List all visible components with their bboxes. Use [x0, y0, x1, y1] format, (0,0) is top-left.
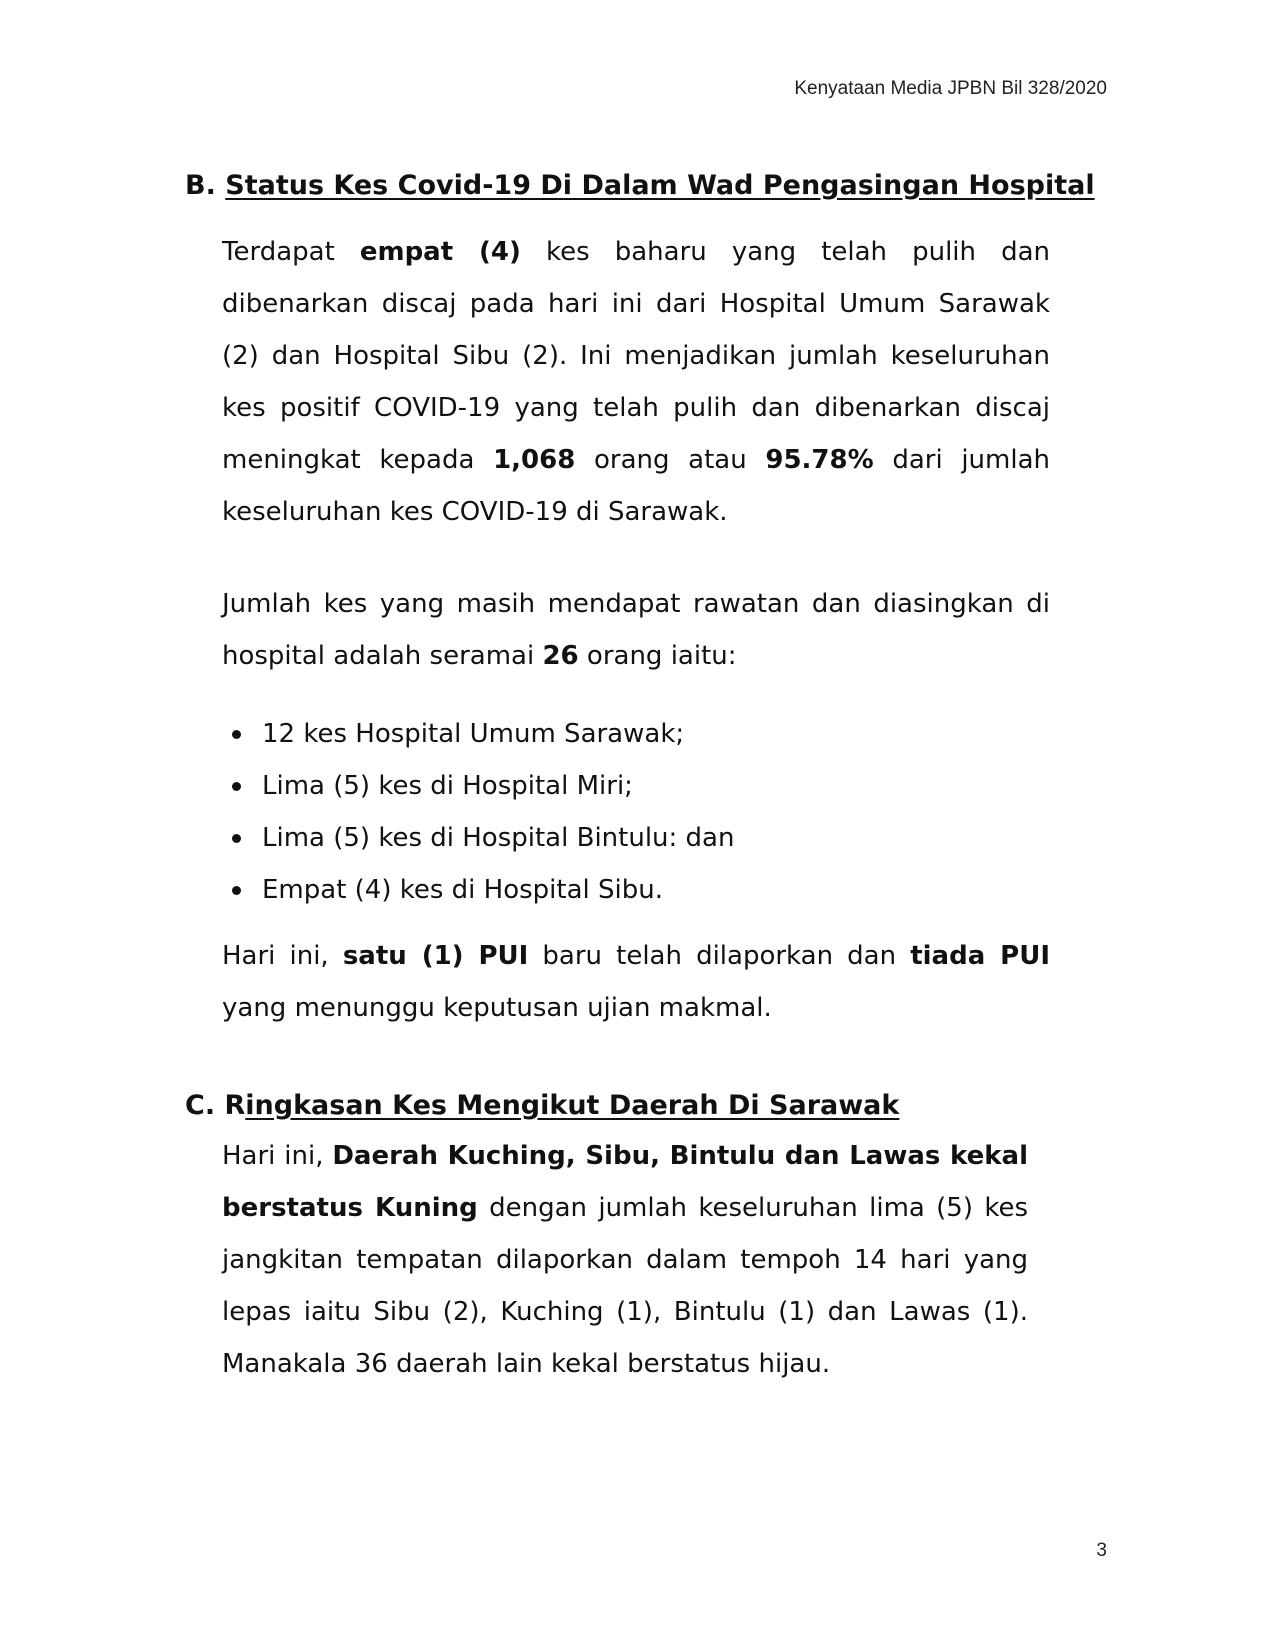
hospital-case-list — [222, 708, 734, 916]
list-item-text: 12 kes Hospital Umum Sarawak; — [262, 719, 685, 749]
text: orang atau — [575, 445, 766, 475]
list-item — [222, 760, 734, 812]
bold-text: 26 — [542, 641, 579, 671]
bullet-icon — [232, 782, 241, 791]
list-item-text: Lima (5) kes di Hospital Miri; — [262, 771, 633, 801]
text: baru telah dilaporkan dan — [528, 941, 911, 971]
section-b-paragraph-pui — [222, 930, 1050, 1034]
section-b-letter: B. — [185, 170, 216, 201]
list-item-text: Empat (4) kes di Hospital Sibu. — [262, 875, 663, 905]
section-b-title: Status Kes Covid-19 Di Dalam Wad Pengasingan Hospital — [225, 170, 1095, 201]
section-c-heading — [185, 1090, 899, 1121]
list-item — [222, 708, 734, 760]
list-item — [222, 812, 734, 864]
section-b-heading — [185, 170, 1095, 201]
text: Hari ini, — [222, 1141, 333, 1171]
section-b-paragraph-treatment — [222, 578, 1050, 682]
text: Jumlah kes yang masih mendapat rawatan dan diasingkan di hospital adalah seramai — [222, 589, 1050, 671]
bullet-icon — [232, 834, 241, 843]
section-b-paragraph-recovered — [222, 226, 1050, 538]
bold-text: empat (4) — [359, 237, 521, 267]
bullet-icon — [232, 886, 241, 895]
text: kes baharu yang telah pulih dan dibenarkan discaj pada hari ini dari Hospital Umum Sarawak (2) dan Hospital Sibu (2). Ini menjadikan jumlah keseluruhan kes positif COVID-19 yang telah pulih dan dibenarkan discaj meningkat kepada — [222, 237, 1051, 475]
bold-text: satu (1) PUI — [342, 941, 529, 971]
section-c-letter: C. R — [185, 1090, 246, 1121]
list-item — [222, 864, 734, 916]
bold-text: 1,068 — [493, 445, 576, 475]
bullet-icon — [232, 730, 241, 739]
bold-text: 95.78% — [765, 445, 874, 475]
document-reference: Kenyataan Media JPBN Bil 328/2020 — [794, 78, 1107, 99]
bold-text: tiada PUI — [910, 941, 1051, 971]
section-c-title: ingkasan Kes Mengikut Daerah Di Sarawak — [245, 1090, 900, 1121]
text: Hari ini, — [222, 941, 343, 971]
text: Terdapat — [222, 237, 360, 267]
text: dengan jumlah keseluruhan lima (5) kes jangkitan tempatan dilaporkan dalam tempoh 14 hari yang lepas iaitu Sibu (2), Kuching (1), Bintulu (1) dan Lawas (1). Manakala 36 daerah lain kekal berstatus hijau. — [222, 1193, 1028, 1379]
bold-text: Daerah Kuching, Sibu, Bintulu dan Lawas kekal berstatus Kuning — [222, 1141, 1028, 1223]
text: dari jumlah keseluruhan kes COVID-19 di Sarawak. — [222, 445, 1050, 527]
list-item-text: Lima (5) kes di Hospital Bintulu: dan — [262, 823, 735, 853]
section-c-paragraph-districts — [222, 1130, 1028, 1390]
text: orang iaitu: — [578, 641, 737, 671]
text: yang menunggu keputusan ujian makmal. — [222, 993, 772, 1023]
page-number: 3 — [1096, 1540, 1107, 1561]
